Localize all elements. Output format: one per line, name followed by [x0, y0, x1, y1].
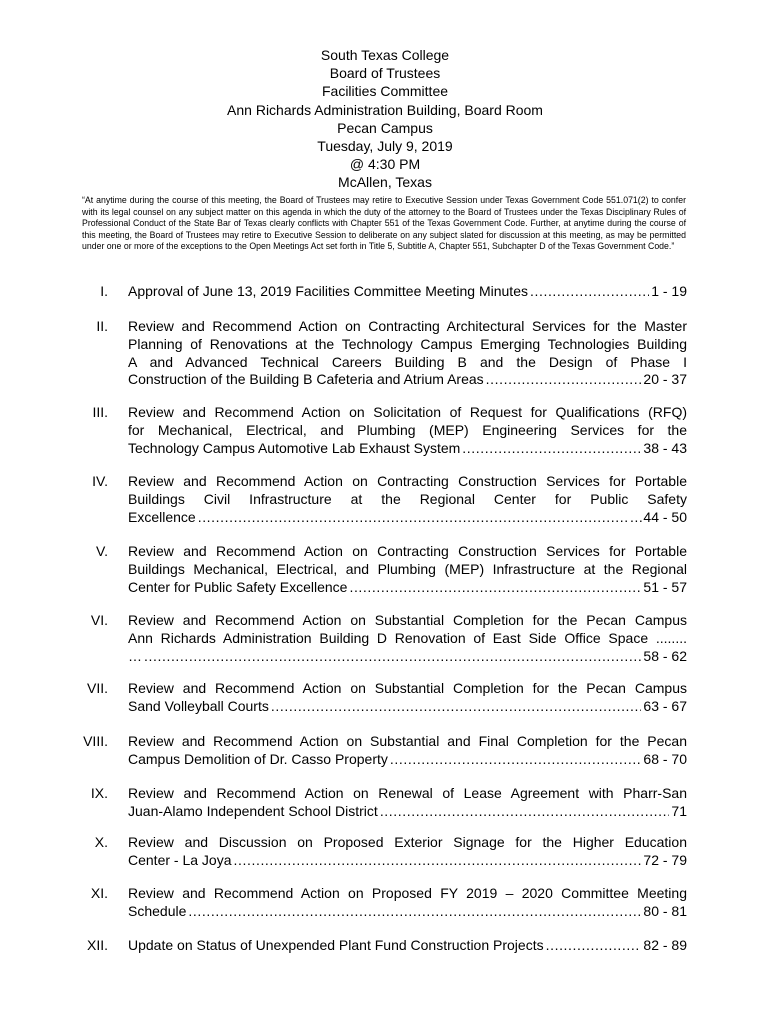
meeting-time: @ 4:30 PM	[349, 156, 421, 173]
agenda-item-number: III.	[92, 404, 108, 420]
agenda-item-leader-line	[128, 803, 687, 821]
agenda-item-leader-line	[128, 283, 687, 301]
agenda-item-title: Technology Campus Automotive Lab Exhaust System	[128, 439, 461, 456]
agenda-item-title: Update on Status of Unexpended Plant Fund Construction Projects	[128, 937, 544, 953]
agenda-item-title: Schedule	[128, 902, 187, 919]
agenda-item-number: VIII.	[83, 733, 108, 749]
dot-leader	[380, 803, 670, 821]
agenda-item-text	[128, 680, 687, 716]
dot-leader	[234, 852, 642, 870]
agenda-item-leader-line	[128, 698, 687, 716]
agenda-item-leader-line	[128, 751, 687, 769]
agenda-item-pages: 38 - 43	[643, 439, 687, 456]
agenda-item-leader-line	[128, 852, 687, 870]
agenda-item-line: Review and Recommend Action on Contracting Construction Services for Portable	[128, 473, 687, 489]
dot-leader	[486, 371, 642, 389]
agenda-item-leader-line	[128, 509, 687, 527]
agenda-item-line: Planning of Renovations at the Technology Campus Emerging Technologies Building	[128, 335, 687, 352]
agenda-item-pages: 72 - 79	[643, 851, 687, 868]
meeting-header	[0, 46, 770, 192]
agenda-item-number: IX.	[90, 785, 108, 801]
agenda-item-pages: 80 - 81	[643, 902, 687, 919]
agenda-item-text	[128, 834, 687, 870]
agenda-item-line: Review and Recommend Action on Substantial Completion for the Pecan Campus	[128, 612, 687, 628]
agenda-item-text	[128, 283, 687, 301]
college-name: South Texas College	[320, 47, 450, 63]
agenda-item-text	[128, 885, 687, 921]
agenda-item-line: Buildings Civil Infrastructure at the Regional Center for Public Safety	[128, 490, 687, 507]
dot-leader	[390, 751, 642, 769]
agenda-item-pages: 51 - 57	[643, 578, 687, 595]
agenda-item-number: VII.	[86, 680, 108, 696]
agenda-item-title: Juan-Alamo Independent School District	[128, 802, 378, 819]
agenda-item-pages: 68 - 70	[643, 750, 687, 767]
agenda-item-title: …	[128, 647, 142, 664]
meeting-date: Tuesday, July 9, 2019	[317, 138, 453, 155]
agenda-item-line: Review and Recommend Action on Substantial Completion for the Pecan Campus	[128, 680, 687, 696]
agenda-item-line: Review and Discussion on Proposed Exterior Signage for the Higher Education	[128, 834, 687, 850]
agenda-item-line: Review and Recommend Action on Substantial and Final Completion for the Pecan	[128, 733, 687, 749]
agenda-item-text	[128, 785, 687, 821]
agenda-item-pages: 82 - 89	[643, 937, 687, 953]
agenda-item-text	[128, 937, 687, 955]
agenda-item-pages: 1 - 19	[651, 283, 687, 299]
agenda-item-line: Review and Recommend Action on Proposed FY 2019 – 2020 Committee Meeting	[128, 885, 687, 901]
agenda-item-line: A and Advanced Technical Careers Building B and the Design of Phase I	[128, 353, 687, 370]
agenda-item-line: for Mechanical, Electrical, and Plumbing (MEP) Engineering Services for the	[128, 421, 687, 438]
agenda-item-text	[128, 543, 687, 596]
dot-leader	[462, 440, 641, 458]
agenda-item-pages: 20 - 37	[643, 371, 687, 388]
agenda-item-title: Center - La Joya	[128, 851, 232, 868]
agenda-item-text	[128, 473, 687, 526]
agenda-item-number: V.	[96, 543, 108, 559]
agenda-item-line: Review and Recommend Action on Contracting Architectural Services for the Master	[128, 318, 687, 334]
agenda-item-text	[128, 612, 687, 665]
agenda-item-pages: …44 - 50	[629, 508, 687, 525]
board-name: Board of Trustees	[329, 65, 441, 82]
agenda-item-number: XI.	[90, 885, 108, 901]
agenda-item-text	[128, 404, 687, 457]
dot-leader	[188, 903, 641, 921]
dot-leader	[349, 579, 641, 597]
agenda-item-leader-line	[128, 440, 687, 458]
meeting-city: McAllen, Texas	[338, 174, 432, 191]
agenda-item-number: XII.	[86, 937, 108, 953]
agenda-item-title: Construction of the Building B Cafeteria and Atrium Areas	[128, 371, 484, 388]
dot-leader	[530, 283, 649, 301]
agenda-item-leader-line	[128, 648, 687, 666]
agenda-item-number: X.	[94, 834, 108, 850]
meeting-location: Ann Richards Administration Building, Board Room	[227, 101, 543, 118]
agenda-item-number: IV.	[92, 473, 108, 489]
agenda-item-leader-line	[128, 903, 687, 921]
agenda-item-leader-line	[128, 371, 687, 389]
agenda-item-title: Approval of June 13, 2019 Facilities Committee Meeting Minutes	[128, 283, 528, 299]
committee-name: Facilities Committee	[321, 83, 449, 100]
agenda-item-number: VI.	[90, 612, 108, 628]
agenda-item-number: I.	[100, 283, 108, 299]
agenda-item-title: Center for Public Safety Excellence	[128, 578, 348, 595]
agenda-item-pages: 71	[671, 802, 687, 819]
meeting-campus: Pecan Campus	[337, 119, 433, 136]
agenda-item-text	[128, 733, 687, 769]
agenda-item-pages: 58 - 62	[643, 647, 687, 664]
agenda-item-pages: 63 - 67	[643, 697, 687, 714]
dot-leader	[144, 648, 641, 666]
agenda-item-line: Review and Recommend Action on Contracting Construction Services for Portable	[128, 543, 687, 559]
agenda-item-leader-line	[128, 937, 687, 955]
agenda-item-leader-line	[128, 579, 687, 597]
executive-session-notice: “At anytime during the course of this meeting, the Board of Trustees may retire to Executive Session under Texas Government Code 551.071(2) to confer with its legal counsel on any subject matter on this agenda in which the duty of the attorney to the Board of Trustees under the Texas Disciplinary Rules of Professional Conduct of the State Bar of Texas clearly conflicts with Chapter 551 of the Texas Government Code. Further, at anytime during the course of this meeting, the Board of Trustees may retire to Executive Session to deliberate on any subject slated for discussion at this meeting, as may be permitted under one or more of the exceptions to the Open Meetings Act set forth in Title 5, Subtitle A, Chapter 551, Subchapter D of the Texas Government Code.”	[82, 195, 686, 252]
dot-leader	[271, 698, 642, 716]
agenda-item-number: II.	[96, 318, 108, 334]
dot-leader	[546, 937, 642, 955]
agenda-item-title: Sand Volleyball Courts	[128, 697, 269, 714]
agenda-item-title: Excellence	[128, 508, 196, 525]
agenda-item-line: Buildings Mechanical, Electrical, and Plumbing (MEP) Infrastructure at the Regional	[128, 560, 687, 577]
agenda-item-line: Review and Recommend Action on Solicitation of Request for Qualifications (RFQ)	[128, 404, 687, 420]
agenda-item-text	[128, 318, 687, 389]
agenda-item-line: Review and Recommend Action on Renewal of Lease Agreement with Pharr-San	[128, 785, 687, 801]
dot-leader	[198, 509, 628, 527]
agenda-item-line: Ann Richards Administration Building D Renovation of East Side Office Space ........	[128, 629, 687, 646]
agenda-item-title: Campus Demolition of Dr. Casso Property	[128, 750, 388, 767]
